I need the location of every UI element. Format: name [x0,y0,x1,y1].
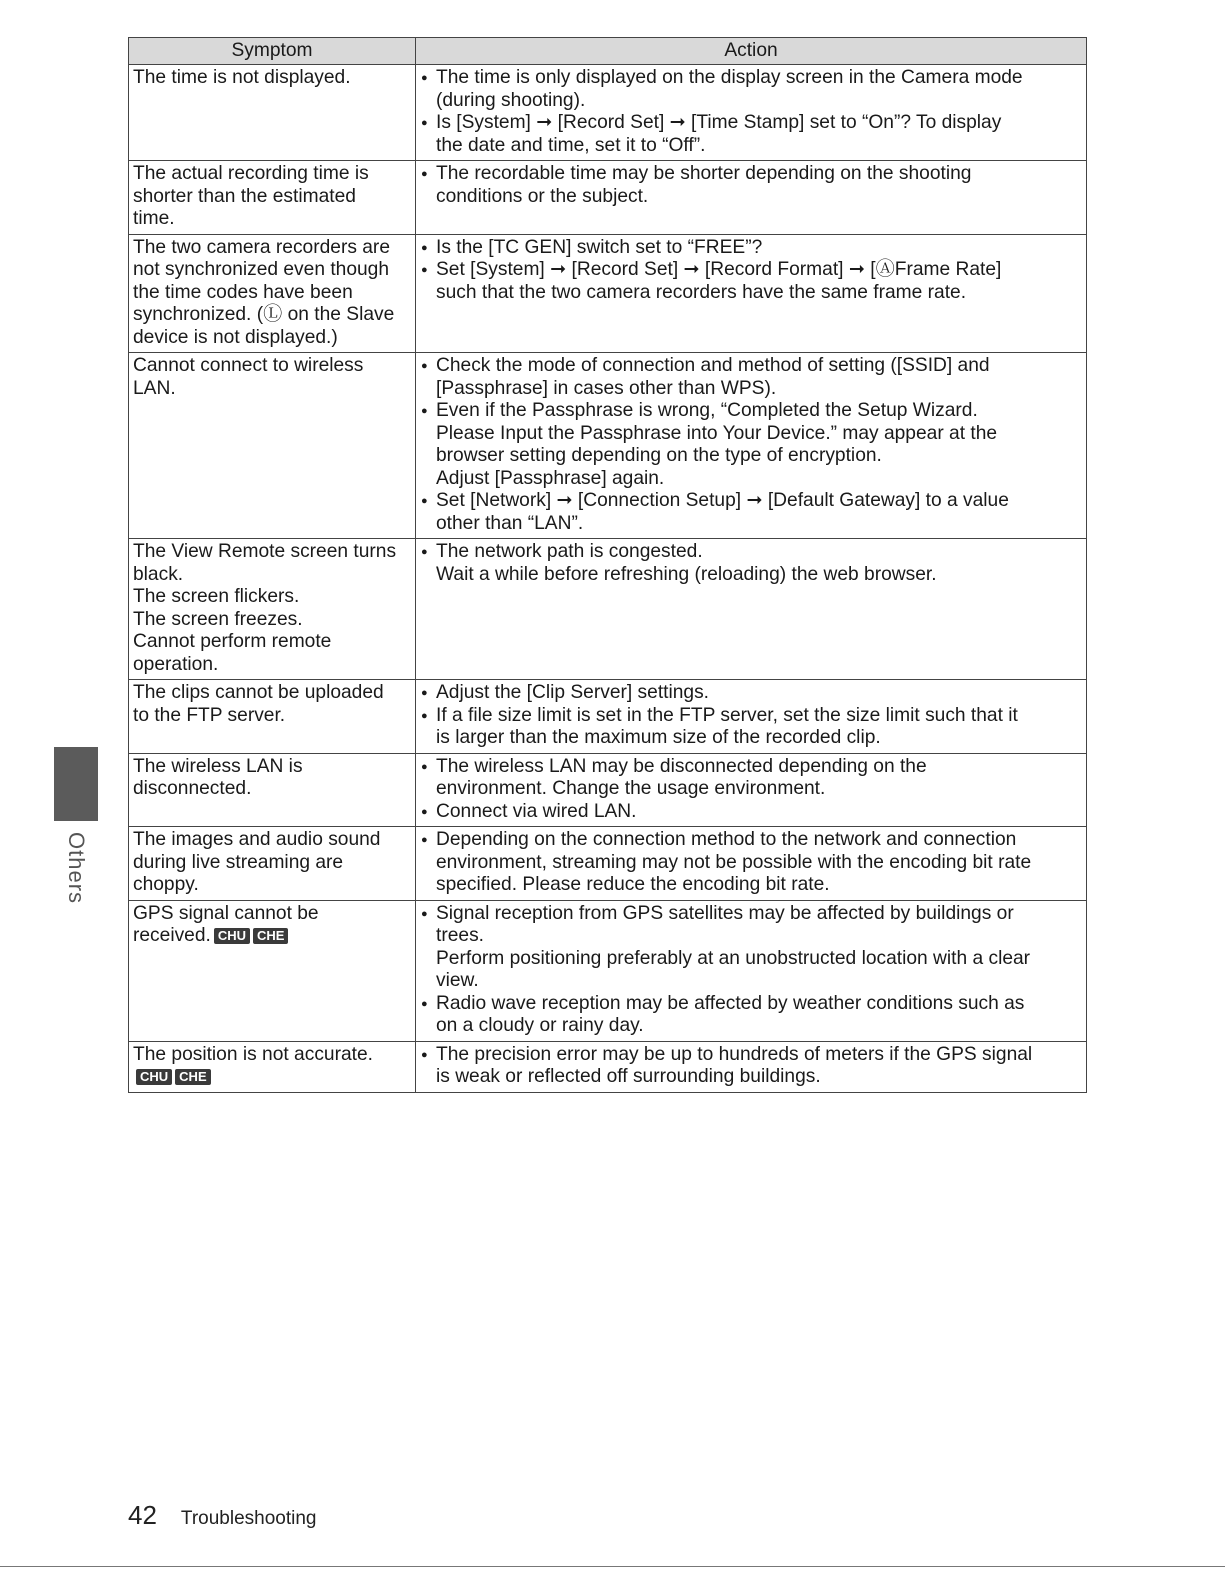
symptom-line [133,237,411,260]
symptom-text: The two camera recorders are [133,236,390,258]
symptom-cell [129,827,416,901]
action-list [420,1044,1082,1089]
symptom-line [133,208,411,231]
page-footer [128,1500,316,1534]
symptom-text: The clips cannot be uploaded [133,682,384,703]
symptom-cell [129,65,416,161]
table-body [129,65,1087,1093]
action-list [420,67,1082,157]
symptom-line [133,654,411,677]
table-header-row [129,38,1087,65]
symptom-text: the time codes have been [133,281,353,303]
action-line: conditions or the subject. [436,185,649,207]
symptom-text: The images and audio sound [133,829,381,850]
symptom-text: synchronized. (Ⓛ on the Slave [133,304,395,325]
symptom-text: GPS signal cannot be [133,902,319,924]
action-line: Adjust [Passphrase] again. [436,467,665,489]
action-list [420,829,1082,897]
action-line: [Passphrase] in cases other than WPS). [436,377,777,399]
action-line: environment, streaming may not be possible with the encoding bit rate [436,851,1032,873]
action-cell [416,680,1087,754]
action-line: Please Input the Passphrase into Your Device.” may appear at the [436,422,998,444]
symptom-line [133,609,411,632]
symptom-line [133,756,411,779]
action-line: ● The precision error may be up to hundreds of meters if the GPS signal [436,1043,1033,1065]
table-row [129,353,1087,539]
model-badge: CHU [136,1069,172,1085]
action-line: Wait a while before refreshing (reloading) the web browser. [436,563,937,585]
action-line: ● The network path is congested. [436,541,703,562]
action-cell [416,161,1087,235]
action-item [420,541,1082,586]
action-item [420,112,1082,157]
action-item [420,756,1082,801]
symptom-text: The time is not displayed. [133,67,351,88]
table-row [129,900,1087,1041]
symptom-text: The actual recording time is [133,163,369,184]
action-line: ● Is [System] ➞ [Record Set] ➞ [Time Stamp] set to “On”? To display [436,112,1002,133]
action-line: ● Check the mode of connection and method of setting ([SSID] and [436,355,990,376]
symptom-line [133,925,411,948]
action-item [420,903,1082,993]
action-cell [416,827,1087,901]
action-list [420,237,1082,305]
symptom-text: The View Remote screen turns [133,541,397,562]
symptom-line [133,874,411,897]
symptom-line [133,541,411,564]
section-tab-marker [54,747,98,821]
symptom-line [133,903,411,926]
action-item [420,490,1082,535]
model-badge: CHE [175,1069,210,1085]
model-badge: CHU [214,928,250,944]
symptom-line [133,564,411,587]
table-row [129,539,1087,680]
action-line: ● Signal reception from GPS satellites may be affected by buildings or [436,902,1014,924]
symptom-line [133,778,411,801]
action-line: ● Even if the Passphrase is wrong, “Completed the Setup Wizard. [436,400,978,421]
symptom-text: LAN. [133,377,176,399]
symptom-line [133,282,411,305]
symptom-line [133,259,411,282]
action-cell [416,353,1087,539]
footer-section-title: Troubleshooting [180,1508,317,1529]
symptom-text: time. [133,208,175,229]
action-line: ● Adjust the [Clip Server] settings. [436,682,710,703]
action-item [420,163,1082,208]
action-cell [416,753,1087,827]
action-line: ● Set [System] ➞ [Record Set] ➞ [Record Format] ➞ [ⒶFrame Rate] [436,259,1002,280]
symptom-line [133,163,411,186]
action-item [420,801,1082,824]
action-line: such that the two camera recorders have the same frame rate. [436,281,967,303]
symptom-line [133,829,411,852]
table-row [129,753,1087,827]
action-line: other than “LAN”. [436,512,584,534]
page-number: 42 [128,1500,157,1530]
action-list [420,163,1082,208]
symptom-text: during live streaming are [133,851,344,873]
action-item [420,705,1082,750]
table-row [129,1041,1087,1092]
action-line: ● Is the [TC GEN] switch set to “FREE”? [436,236,763,258]
symptom-text: device is not displayed.) [133,326,338,348]
symptom-cell [129,161,416,235]
action-list [420,541,1082,586]
table-row [129,161,1087,235]
troubleshooting-table [128,37,1087,1093]
symptom-text: operation. [133,653,219,675]
table-row [129,234,1087,353]
symptom-text: disconnected. [133,778,252,799]
table-row [129,65,1087,161]
symptom-line [133,355,411,378]
symptom-cell [129,680,416,754]
action-line: environment. Change the usage environment. [436,778,826,799]
symptom-line [133,304,411,327]
action-line: is weak or reflected off surrounding buildings. [436,1066,821,1087]
action-line: ● If a file size limit is set in the FTP server, set the size limit such that it [436,704,1018,726]
symptom-text: choppy. [133,874,199,895]
action-cell [416,1041,1087,1092]
action-list [420,756,1082,824]
bottom-rule [0,1566,1225,1567]
symptom-text: The wireless LAN is [133,755,303,777]
symptom-column-header: Symptom [129,38,416,65]
action-item [420,259,1082,304]
action-item [420,67,1082,112]
symptom-line [133,586,411,609]
symptom-line [133,67,411,90]
action-list [420,355,1082,535]
symptom-line [133,186,411,209]
symptom-text: black. [133,563,184,585]
action-line: browser setting depending on the type of encryption. [436,445,882,466]
symptom-cell [129,539,416,680]
action-line: ● The wireless LAN may be disconnected depending on the [436,755,927,777]
symptom-text: shorter than the estimated [133,185,356,207]
action-list [420,903,1082,1038]
action-line: ● Connect via wired LAN. [436,800,637,822]
symptom-text: Cannot connect to wireless [133,355,364,376]
symptom-cell [129,1041,416,1092]
section-tab-label: Others [64,832,89,905]
action-list [420,682,1082,750]
action-item [420,829,1082,897]
symptom-text: not synchronized even though [133,259,390,280]
action-item [420,237,1082,260]
symptom-text: The position is not accurate. [133,1043,373,1065]
action-line: ● Depending on the connection method to the network and connection [436,829,1017,850]
symptom-line [133,631,411,654]
action-line: specified. Please reduce the encoding bit rate. [436,874,830,895]
action-item [420,355,1082,400]
symptom-text: received. [133,925,211,946]
action-column-header: Action [416,38,1087,65]
action-line: ● Set [Network] ➞ [Connection Setup] ➞ [Default Gateway] to a value [436,490,1009,511]
action-line: the date and time, set it to “Off”. [436,134,706,156]
action-line: view. [436,970,479,991]
action-line: Perform positioning preferably at an unobstructed location with a clear [436,947,1031,969]
action-line: trees. [436,925,484,946]
action-line: ● The time is only displayed on the display screen in the Camera mode [436,67,1023,88]
symptom-cell [129,353,416,539]
symptom-line [133,852,411,875]
action-cell [416,65,1087,161]
action-line: on a cloudy or rainy day. [436,1015,644,1036]
action-item [420,400,1082,490]
table-row [129,680,1087,754]
symptom-text: The screen flickers. [133,586,300,607]
symptom-line [133,682,411,705]
action-cell [416,234,1087,353]
symptom-cell [129,234,416,353]
action-cell [416,900,1087,1041]
symptom-text: The screen freezes. [133,608,303,630]
action-item [420,993,1082,1038]
symptom-line [133,705,411,728]
symptom-line [133,378,411,401]
symptom-line [133,1044,411,1089]
symptom-cell [129,753,416,827]
model-badge: CHE [253,928,288,944]
action-line: ● Radio wave reception may be affected by weather conditions such as [436,992,1025,1014]
symptom-cell [129,900,416,1041]
action-item [420,1044,1082,1089]
action-line: (during shooting). [436,89,586,111]
action-item [420,682,1082,705]
action-line: is larger than the maximum size of the recorded clip. [436,727,881,748]
table-row [129,827,1087,901]
symptom-text: to the FTP server. [133,704,286,726]
symptom-text: Cannot perform remote [133,631,332,652]
action-line: ● The recordable time may be shorter depending on the shooting [436,163,972,184]
action-cell [416,539,1087,680]
symptom-line [133,327,411,350]
